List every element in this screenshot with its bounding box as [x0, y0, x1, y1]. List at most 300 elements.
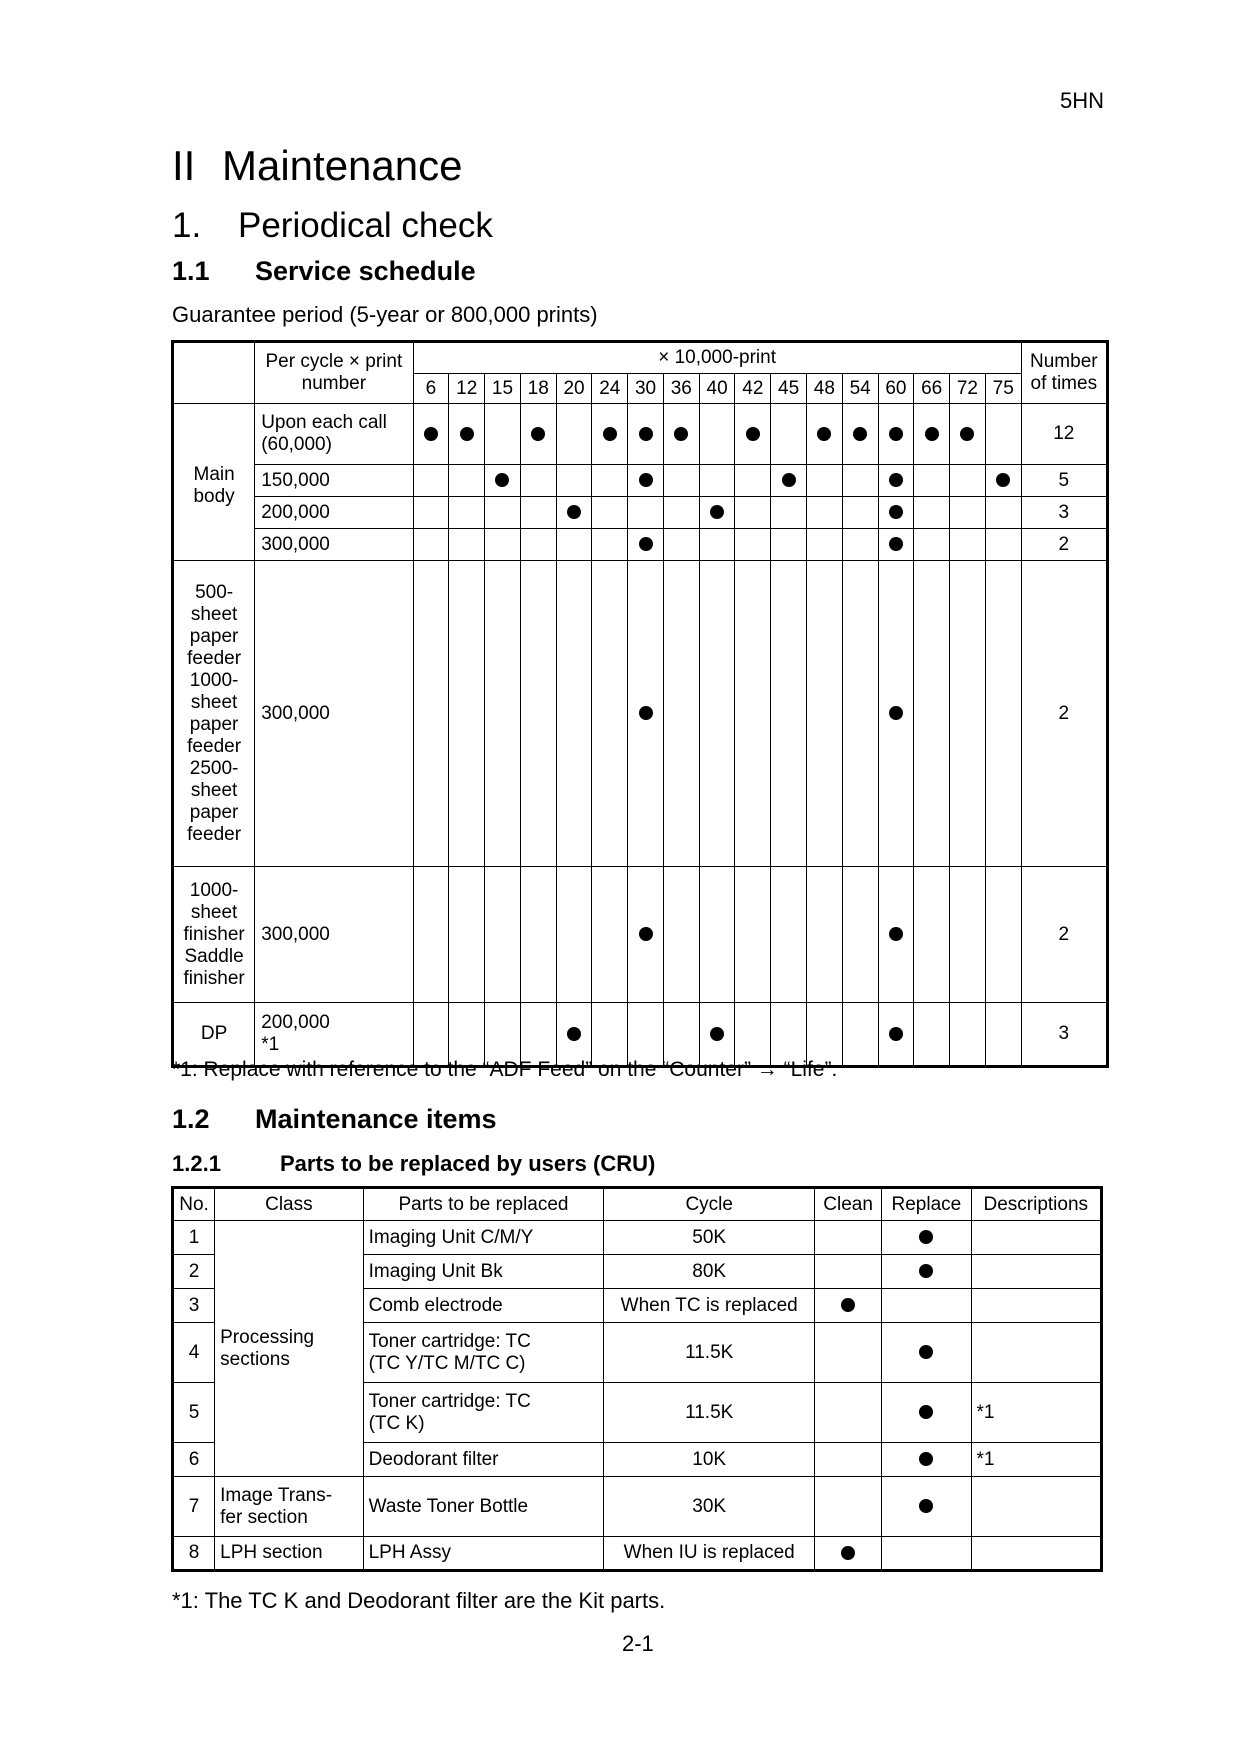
cru-part: [363, 1383, 604, 1443]
schedule-cell: [878, 404, 914, 465]
schedule-cell: [413, 497, 449, 529]
cru-no: 2: [173, 1255, 215, 1289]
schedule-cell: [413, 561, 449, 867]
subsubsection-heading-cru: [172, 1151, 655, 1177]
schedule-row: [173, 465, 1108, 497]
schedule-cell: [878, 867, 914, 1003]
schedule-cell: [985, 465, 1021, 497]
schedule-cell: [663, 1003, 699, 1067]
schedule-cell: [950, 867, 986, 1003]
subsection-heading-service-schedule: [172, 256, 476, 287]
text-line: LPH Assy: [368, 1542, 451, 1563]
tick-label: 30: [628, 374, 664, 404]
schedule-cell: [485, 867, 521, 1003]
cru-cycle: When TC is replaced: [604, 1289, 815, 1323]
cru-footnote: *1: The TC K and Deodorant filter are the Kit parts.: [172, 1588, 666, 1613]
filled-dot-icon: [639, 537, 653, 551]
group-label-main: [173, 404, 255, 561]
row-interval-label: [255, 1003, 413, 1067]
text-line: finisher: [183, 967, 245, 989]
text-line: 1000-: [189, 669, 239, 691]
schedule-row: [173, 497, 1108, 529]
cru-cycle: 10K: [604, 1443, 815, 1477]
cru-replace: [882, 1289, 971, 1323]
schedule-cell: [628, 561, 664, 867]
text-line: 200,000: [261, 1012, 330, 1033]
filled-dot-icon: [710, 1027, 724, 1041]
cru-header-cycle: Cycle: [604, 1188, 815, 1221]
tick-label: 18: [520, 374, 556, 404]
schedule-cell: [413, 404, 449, 465]
schedule-cell: [628, 867, 664, 1003]
filled-dot-icon: [996, 473, 1010, 487]
schedule-cell: [449, 529, 485, 561]
group-label-finishers: [173, 867, 255, 1003]
schedule-cell: [520, 529, 556, 561]
cru-no: 3: [173, 1289, 215, 1323]
schedule-cell: [699, 529, 735, 561]
schedule-cell: [556, 529, 592, 561]
cru-parts-table: [171, 1186, 1103, 1572]
text-line: feeder: [187, 647, 242, 669]
text-line: of times: [1030, 373, 1098, 394]
schedule-cell: [806, 561, 842, 867]
schedule-cell: [699, 404, 735, 465]
filled-dot-icon: [889, 537, 903, 551]
schedule-cell: [628, 497, 664, 529]
schedule-cell: [985, 867, 1021, 1003]
row-times: 2: [1021, 529, 1107, 561]
filled-dot-icon: [639, 927, 653, 941]
cru-cycle: 11.5K: [604, 1323, 815, 1383]
guarantee-period: Guarantee period (5-year or 800,000 prints): [172, 302, 598, 327]
cru-replace: [882, 1323, 971, 1383]
schedule-cell: [592, 465, 628, 497]
schedule-cell: [592, 497, 628, 529]
filled-dot-icon: [919, 1405, 933, 1419]
filled-dot-icon: [889, 473, 903, 487]
filled-dot-icon: [639, 427, 653, 441]
schedule-cell: [485, 529, 521, 561]
header-blank-cell: [173, 342, 255, 404]
schedule-cell: [735, 1003, 771, 1067]
section-number: 1.: [172, 206, 202, 245]
schedule-cell: [449, 465, 485, 497]
schedule-row: [173, 561, 1108, 867]
schedule-header-row: [173, 342, 1108, 374]
tick-label: 66: [914, 374, 950, 404]
text-line: Image Trans-: [220, 1484, 333, 1506]
row-interval-label: [255, 497, 413, 529]
schedule-cell: [628, 1003, 664, 1067]
cru-clean: [815, 1323, 882, 1383]
text-line: sheet: [190, 901, 238, 923]
schedule-cell: [592, 1003, 628, 1067]
schedule-cell: [485, 465, 521, 497]
subsection-title: Maintenance items: [255, 1104, 497, 1134]
subsection-number: 1.1: [172, 256, 210, 286]
schedule-cell: [914, 465, 950, 497]
row-times: 12: [1021, 404, 1107, 465]
tick-label: 60: [878, 374, 914, 404]
schedule-cell: [771, 497, 807, 529]
schedule-cell: [699, 497, 735, 529]
tick-label: 36: [663, 374, 699, 404]
schedule-cell: [520, 497, 556, 529]
cru-row: [173, 1477, 1102, 1537]
schedule-cell: [449, 561, 485, 867]
schedule-cell: [985, 404, 1021, 465]
schedule-cell: [878, 465, 914, 497]
cru-header-row: [173, 1188, 1102, 1221]
cru-description: [971, 1289, 1101, 1323]
schedule-cell: [950, 497, 986, 529]
schedule-cell: [449, 1003, 485, 1067]
header-number-of-times: [1021, 342, 1107, 404]
row-times: 3: [1021, 1003, 1107, 1067]
schedule-cell: [628, 529, 664, 561]
cru-description: *1: [971, 1443, 1101, 1477]
filled-dot-icon: [889, 427, 903, 441]
cru-no: 5: [173, 1383, 215, 1443]
text-line: 500-: [195, 581, 234, 603]
section-title: Periodical check: [238, 206, 493, 245]
tick-label: 72: [950, 374, 986, 404]
text-line: 150,000: [261, 469, 330, 491]
text-line: Per cycle × print: [265, 351, 403, 372]
schedule-cell: [842, 404, 878, 465]
schedule-cell: [592, 529, 628, 561]
row-interval-label: [255, 561, 413, 867]
filled-dot-icon: [889, 927, 903, 941]
cru-clean: [815, 1537, 882, 1571]
row-interval-label: [255, 404, 413, 465]
cru-no: 8: [173, 1537, 215, 1571]
tick-label: 12: [449, 374, 485, 404]
filled-dot-icon: [567, 1027, 581, 1041]
cru-row: [173, 1221, 1102, 1255]
text-line: Imaging Unit C/M/Y: [368, 1226, 534, 1248]
cru-replace: [882, 1443, 971, 1477]
schedule-cell: [556, 404, 592, 465]
filled-dot-icon: [960, 427, 974, 441]
section-heading: [172, 206, 493, 246]
filled-dot-icon: [841, 1298, 855, 1312]
schedule-cell: [449, 867, 485, 1003]
schedule-cell: [771, 561, 807, 867]
subsection-title: Service schedule: [255, 256, 476, 286]
filled-dot-icon: [710, 505, 724, 519]
cru-cycle: 11.5K: [604, 1383, 815, 1443]
schedule-cell: [485, 404, 521, 465]
row-times: 2: [1021, 561, 1107, 867]
cru-part: [363, 1323, 604, 1383]
schedule-cell: [735, 465, 771, 497]
text-line: Upon each call: [261, 412, 387, 433]
schedule-cell: [806, 404, 842, 465]
filled-dot-icon: [853, 427, 867, 441]
row-times: 3: [1021, 497, 1107, 529]
schedule-cell: [413, 529, 449, 561]
schedule-cell: [878, 497, 914, 529]
text-line: paper: [189, 713, 239, 735]
schedule-cell: [950, 529, 986, 561]
cru-clean: [815, 1255, 882, 1289]
text-line: 1000-: [189, 879, 239, 901]
schedule-cell: [735, 561, 771, 867]
schedule-cell: [520, 404, 556, 465]
row-interval-label: [255, 529, 413, 561]
schedule-cell: [771, 1003, 807, 1067]
schedule-cell: [592, 404, 628, 465]
schedule-cell: [413, 465, 449, 497]
chapter-heading: [172, 142, 463, 190]
schedule-cell: [628, 465, 664, 497]
row-times: 5: [1021, 465, 1107, 497]
text-line: 200,000: [261, 501, 330, 523]
schedule-cell: [985, 529, 1021, 561]
filled-dot-icon: [817, 427, 831, 441]
schedule-cell: [449, 404, 485, 465]
schedule-cell: [663, 497, 699, 529]
schedule-cell: [878, 529, 914, 561]
schedule-row: [173, 1003, 1108, 1067]
schedule-cell: [914, 1003, 950, 1067]
filled-dot-icon: [919, 1264, 933, 1278]
schedule-cell: [735, 529, 771, 561]
cru-no: 7: [173, 1477, 215, 1537]
schedule-cell: [556, 465, 592, 497]
chapter-title: Maintenance: [222, 142, 463, 189]
text-line: sheet: [190, 691, 238, 713]
schedule-cell: [485, 497, 521, 529]
cru-part: [363, 1221, 604, 1255]
cru-class-transfer: [215, 1477, 363, 1537]
cru-description: [971, 1255, 1101, 1289]
row-times: 2: [1021, 867, 1107, 1003]
filled-dot-icon: [460, 427, 474, 441]
filled-dot-icon: [639, 473, 653, 487]
filled-dot-icon: [603, 427, 617, 441]
cru-clean: [815, 1289, 882, 1323]
document-code: 5HN: [1060, 88, 1105, 113]
text-line: feeder: [187, 823, 242, 845]
text-line: paper: [189, 801, 239, 823]
schedule-cell: [914, 867, 950, 1003]
cru-description: [971, 1537, 1101, 1571]
page-number: 2-1: [622, 1631, 654, 1656]
cru-no: 1: [173, 1221, 215, 1255]
schedule-cell: [556, 867, 592, 1003]
schedule-cell: [950, 1003, 986, 1067]
text-line: (TC K): [368, 1412, 425, 1434]
text-line: sheet: [190, 779, 238, 801]
filled-dot-icon: [782, 473, 796, 487]
schedule-cell: [771, 465, 807, 497]
tick-label: 20: [556, 374, 592, 404]
text-line: 300,000: [261, 923, 330, 945]
schedule-cell: [842, 465, 878, 497]
text-line: sections: [220, 1348, 290, 1370]
text-line: Number: [1030, 351, 1098, 372]
text-line: 300,000: [261, 533, 330, 555]
cru-clean: [815, 1221, 882, 1255]
schedule-cell: [699, 465, 735, 497]
tick-label: 45: [771, 374, 807, 404]
group-label-dp: DP: [173, 1003, 255, 1067]
filled-dot-icon: [674, 427, 688, 441]
filled-dot-icon: [424, 427, 438, 441]
header-print-scale: × 10,000-print: [413, 342, 1021, 374]
schedule-cell: [985, 1003, 1021, 1067]
filled-dot-icon: [889, 706, 903, 720]
schedule-cell: [485, 561, 521, 867]
text-line: feeder: [187, 735, 242, 757]
schedule-cell: [806, 867, 842, 1003]
text-line: paper: [189, 625, 239, 647]
text-line: number: [301, 373, 367, 394]
cru-cycle: 30K: [604, 1477, 815, 1537]
schedule-cell: [663, 465, 699, 497]
schedule-cell: [842, 497, 878, 529]
filled-dot-icon: [919, 1452, 933, 1466]
group-label-feeders: [173, 561, 255, 867]
cru-part: [363, 1289, 604, 1323]
schedule-cell: [771, 404, 807, 465]
text-line: Toner cartridge: TC: [368, 1390, 531, 1412]
cru-cycle: 50K: [604, 1221, 815, 1255]
schedule-cell: [914, 561, 950, 867]
cru-replace: [882, 1383, 971, 1443]
text-line: finisher: [183, 923, 245, 945]
filled-dot-icon: [889, 1027, 903, 1041]
text-line: *1: [261, 1034, 280, 1055]
schedule-cell: [735, 497, 771, 529]
schedule-cell: [842, 529, 878, 561]
cru-no: 6: [173, 1443, 215, 1477]
schedule-cell: [663, 404, 699, 465]
cru-part: [363, 1537, 604, 1571]
schedule-cell: [842, 561, 878, 867]
schedule-cell: [985, 561, 1021, 867]
cru-description: [971, 1221, 1101, 1255]
cru-description: *1: [971, 1383, 1101, 1443]
cru-header-replace: Replace: [882, 1188, 971, 1221]
schedule-cell: [556, 561, 592, 867]
text-line: Imaging Unit Bk: [368, 1260, 503, 1282]
schedule-cell: [628, 404, 664, 465]
schedule-cell: [556, 1003, 592, 1067]
schedule-cell: [806, 465, 842, 497]
schedule-cell: [806, 497, 842, 529]
schedule-cell: [592, 561, 628, 867]
cru-clean: [815, 1443, 882, 1477]
row-interval-label: [255, 867, 413, 1003]
schedule-cell: [520, 561, 556, 867]
schedule-cell: [556, 497, 592, 529]
schedule-cell: [735, 867, 771, 1003]
schedule-cell: [950, 404, 986, 465]
text-line: sheet: [190, 603, 238, 625]
schedule-cell: [914, 404, 950, 465]
cru-description: [971, 1323, 1101, 1383]
text-line: Toner cartridge: TC: [368, 1330, 531, 1352]
text-line: (60,000): [261, 434, 332, 455]
cru-class-processing: [215, 1221, 363, 1477]
schedule-cell: [842, 1003, 878, 1067]
cru-header-desc: Descriptions: [971, 1188, 1101, 1221]
cru-clean: [815, 1477, 882, 1537]
cru-cycle: When IU is replaced: [604, 1537, 815, 1571]
cru-replace: [882, 1255, 971, 1289]
schedule-cell: [985, 497, 1021, 529]
schedule-footnote: *1: Replace with reference to the “ADF Feed” on the “Counter” → “Life”.: [172, 1058, 838, 1081]
filled-dot-icon: [889, 505, 903, 519]
cru-no: 4: [173, 1323, 215, 1383]
schedule-cell: [663, 867, 699, 1003]
cru-part: [363, 1255, 604, 1289]
cru-replace: [882, 1221, 971, 1255]
schedule-cell: [699, 1003, 735, 1067]
schedule-cell: [914, 497, 950, 529]
filled-dot-icon: [919, 1345, 933, 1359]
tick-label: 24: [592, 374, 628, 404]
filled-dot-icon: [495, 473, 509, 487]
filled-dot-icon: [567, 505, 581, 519]
cru-part: [363, 1443, 604, 1477]
cru-row: [173, 1537, 1102, 1571]
cru-replace: [882, 1537, 971, 1571]
schedule-cell: [413, 867, 449, 1003]
cru-header-parts: Parts to be replaced: [363, 1188, 604, 1221]
schedule-cell: [950, 465, 986, 497]
tick-label: 54: [842, 374, 878, 404]
text-line: Waste Toner Bottle: [368, 1495, 529, 1517]
schedule-cell: [663, 561, 699, 867]
filled-dot-icon: [841, 1546, 855, 1560]
schedule-cell: [699, 867, 735, 1003]
tick-label: 15: [485, 374, 521, 404]
cru-clean: [815, 1383, 882, 1443]
schedule-cell: [914, 529, 950, 561]
schedule-cell: [663, 529, 699, 561]
cru-cycle: 80K: [604, 1255, 815, 1289]
text-line: Saddle: [184, 945, 244, 967]
schedule-cell: [806, 1003, 842, 1067]
schedule-cell: [735, 404, 771, 465]
filled-dot-icon: [919, 1230, 933, 1244]
subsubsection-title: Parts to be replaced by users (CRU): [280, 1151, 656, 1176]
cru-replace: [882, 1477, 971, 1537]
subsection-number: 1.2: [172, 1104, 210, 1134]
schedule-cell: [520, 1003, 556, 1067]
text-line: (TC Y/TC M/TC C): [368, 1352, 526, 1374]
header-per-cycle: [255, 342, 413, 404]
schedule-cell: [842, 867, 878, 1003]
schedule-cell: [520, 465, 556, 497]
filled-dot-icon: [639, 706, 653, 720]
service-schedule-table: [171, 340, 1109, 1068]
schedule-cell: [878, 1003, 914, 1067]
text-line: Comb electrode: [368, 1294, 503, 1316]
schedule-cell: [413, 1003, 449, 1067]
schedule-cell: [592, 867, 628, 1003]
schedule-cell: [950, 561, 986, 867]
filled-dot-icon: [746, 427, 760, 441]
cru-description: [971, 1477, 1101, 1537]
schedule-cell: [520, 867, 556, 1003]
subsubsection-number: 1.2.1: [172, 1151, 221, 1176]
